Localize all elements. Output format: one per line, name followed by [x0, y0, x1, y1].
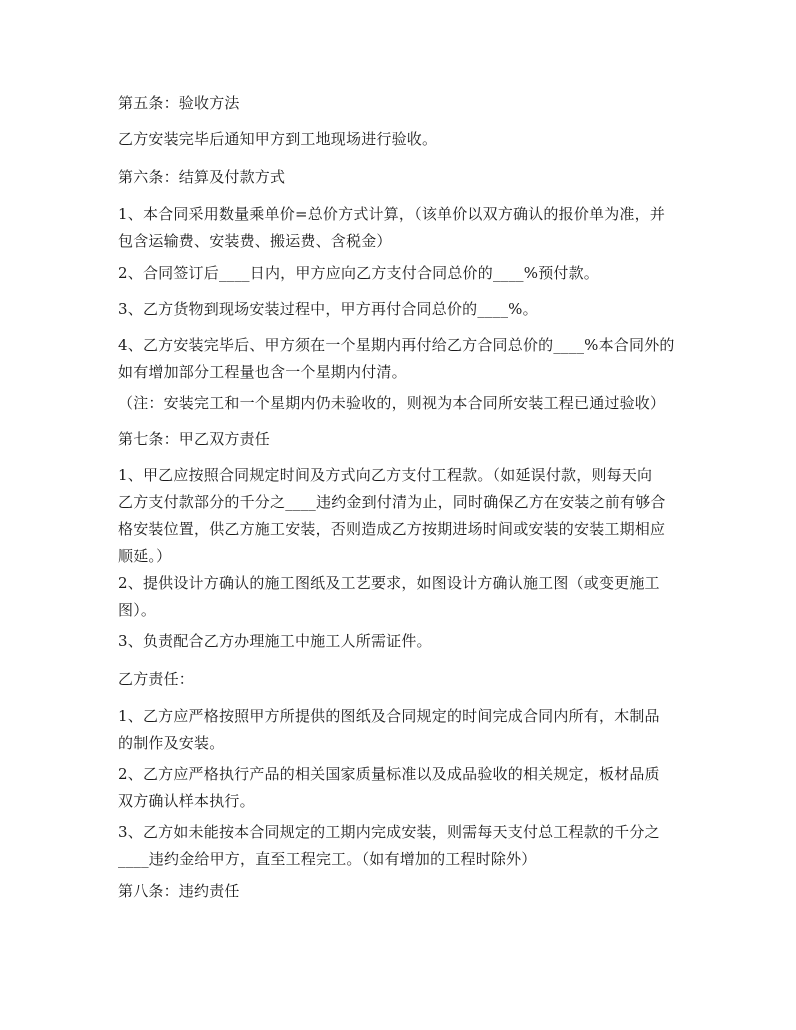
note-paragraph: （注：安装完工和一个星期内仍未验收的，则视为本合同所安装工程已通过验收）: [118, 394, 666, 412]
paragraph: 1、甲乙应按照合同规定时间及方式向乙方支付工程款。（如延误付款，则每天向 乙方支付款部分的千分之____违约金到付清为止，同时确保乙方在安装之前有够合 格安装位置，供乙方施工安装，否则造成乙方按期进场时间或安装的安装工期相应 顺延。）: [118, 466, 666, 565]
paragraph: 2、合同签订后____日内，甲方应向乙方支付合同总价的____%预付款。: [118, 264, 599, 282]
paragraph: 1、本合同采用数量乘单价=总价方式计算，（该单价以双方确认的报价单为准，并 包含运输费、安装费、搬运费、含税金）: [118, 205, 666, 250]
paragraph: 1、乙方应严格按照甲方所提供的图纸及合同规定的时间完成合同内所有，木制品 的制作及安装。: [118, 707, 660, 752]
paragraph: 乙方安装完毕后通知甲方到工地现场进行验收。: [118, 130, 438, 148]
heading-article-6: 第六条：结算及付款方式: [118, 168, 286, 186]
heading-party-b-duties: 乙方责任：: [118, 670, 195, 688]
paragraph: 3、乙方如未能按本合同规定的工期内完成安装，则需每天支付总工程款的千分之 ____违约金给甲方，直至工程完工。（如有增加的工程时除外）: [118, 823, 660, 868]
paragraph: 3、负责配合乙方办理施工中施工人所需证件。: [118, 632, 432, 650]
paragraph: 2、提供设计方确认的施工图纸及工艺要求，如图设计方确认施工图（或变更施工 图）。: [118, 574, 660, 619]
paragraph: 3、乙方货物到现场安装过程中，甲方再付合同总价的____%。: [118, 300, 538, 318]
heading-article-7: 第七条：甲乙双方责任: [118, 430, 271, 448]
heading-article-5: 第五条：验收方法: [118, 94, 240, 112]
heading-article-8: 第八条：违约责任: [118, 882, 240, 900]
paragraph: 4、乙方安装完毕后、甲方须在一个星期内再付给乙方合同总价的____%本合同外的 如有增加部分工程量也含一个星期内付清。: [118, 336, 675, 381]
paragraph: 2、乙方应严格执行产品的相关国家质量标准以及成品验收的相关规定，板材品质 双方确认样本执行。: [118, 765, 660, 810]
